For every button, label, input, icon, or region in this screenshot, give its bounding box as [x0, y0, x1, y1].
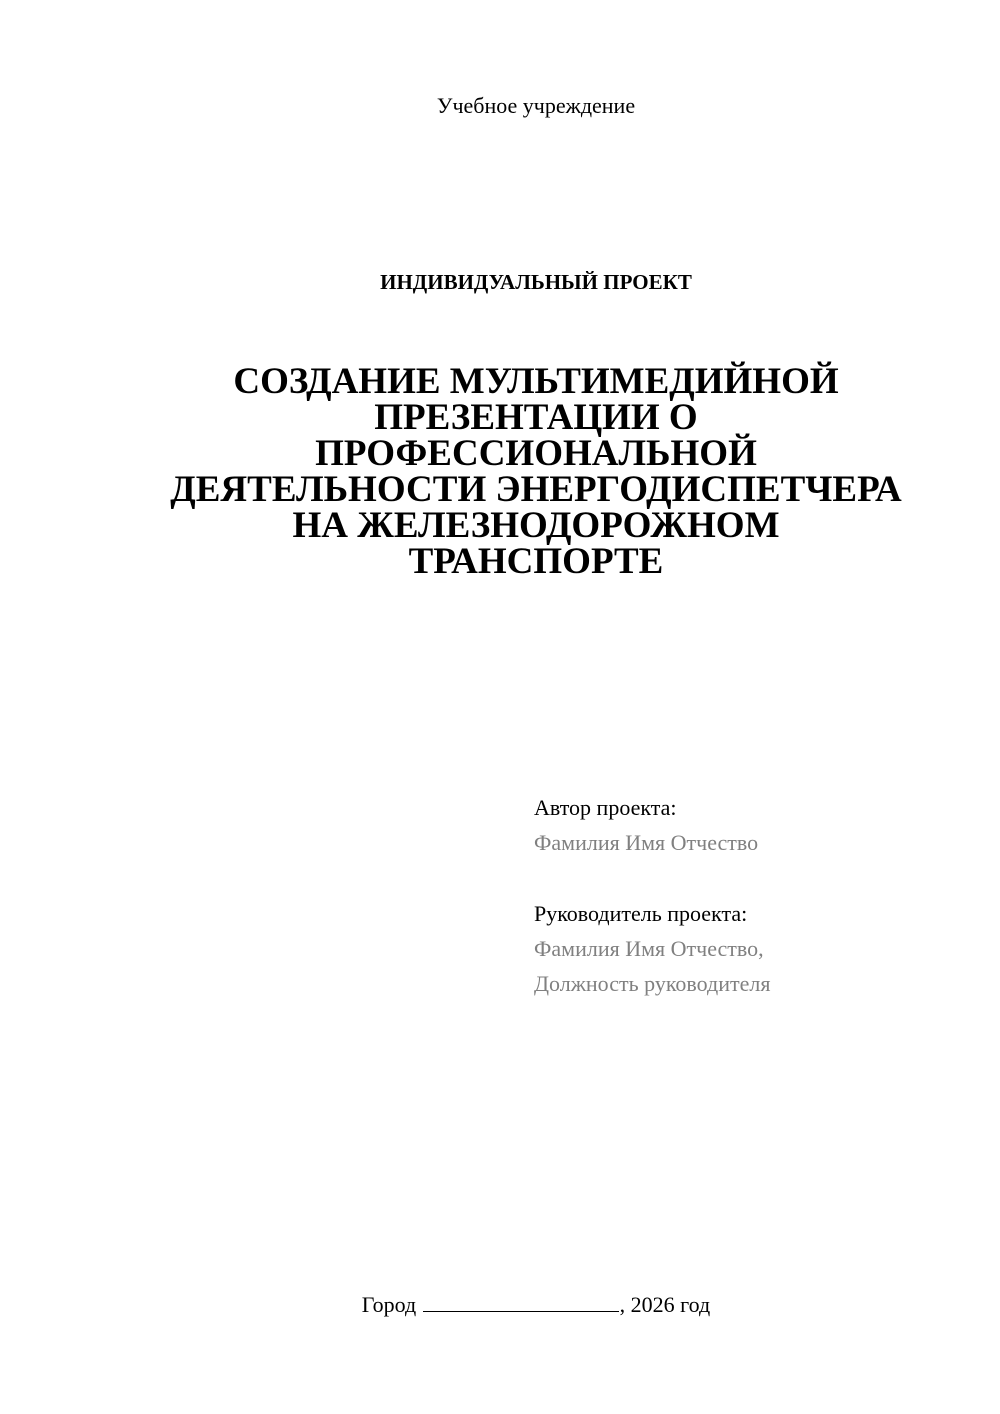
title-line: ТРАНСПОРТЕ	[408, 541, 664, 582]
author-label: Автор проекта:	[534, 795, 677, 820]
credits-block	[534, 790, 974, 1001]
title-line: ДЕЯТЕЛЬНОСТИ ЭНЕРГОДИСПЕТЧЕРА	[170, 469, 902, 510]
author-name: Фамилия Имя Отчество	[534, 830, 759, 855]
footer-city-year	[0, 1290, 1000, 1320]
institution-name: Учебное учреждение	[436, 93, 636, 118]
city-blank-line	[423, 1291, 619, 1312]
title-line: СОЗДАНИЕ МУЛЬТИМЕДИЙНОЙ	[233, 361, 839, 402]
document-type: ИНДИВИДУАЛЬНЫЙ ПРОЕКТ	[380, 270, 692, 294]
supervisor-label: Руководитель проекта:	[534, 901, 748, 926]
supervisor-position: Должность руководителя	[534, 971, 771, 996]
title-line: ПРОФЕССИОНАЛЬНОЙ	[315, 433, 757, 474]
year-text: , 2026 год	[619, 1292, 711, 1317]
title-line: НА ЖЕЛЕЗНОДОРОЖНОМ	[292, 505, 780, 546]
supervisor-name: Фамилия Имя Отчество,	[534, 936, 764, 961]
title-line: ПРЕЗЕНТАЦИИ О	[374, 397, 698, 438]
spacer	[534, 860, 974, 896]
document-title	[136, 361, 936, 582]
city-label: Город	[361, 1292, 417, 1317]
